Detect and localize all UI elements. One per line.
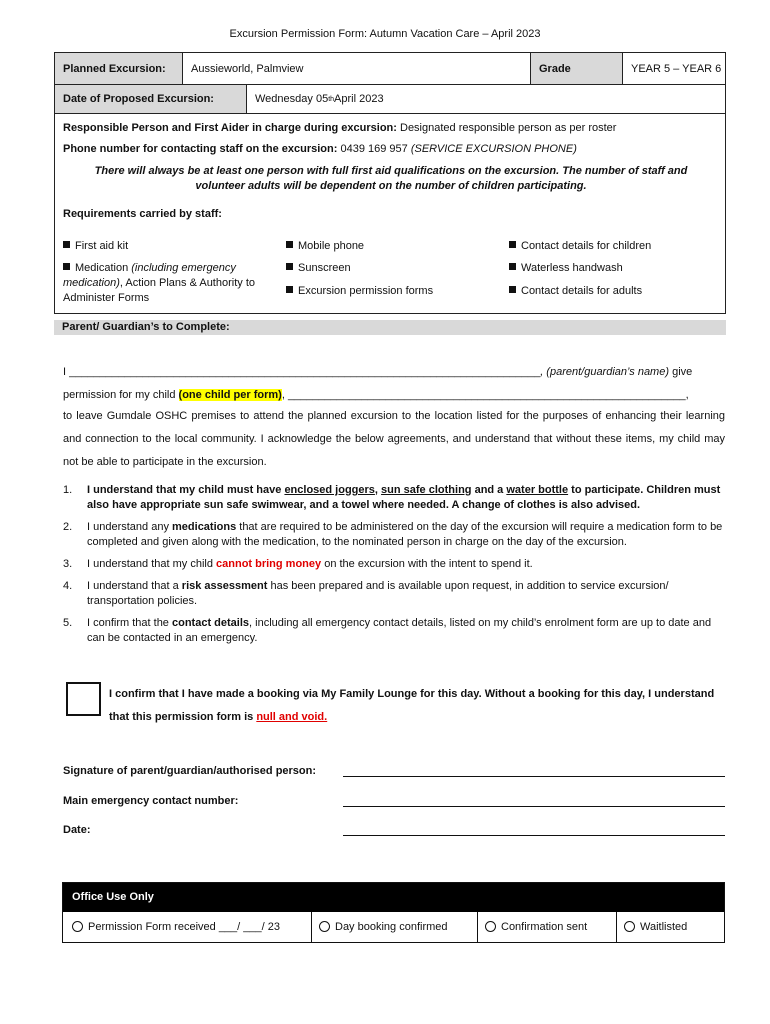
term-1-b: enclosed joggers [284, 484, 375, 496]
parent-line-1-post: give [669, 366, 693, 378]
responsible-label: Responsible Person and First Aider in charge during excursion: [63, 122, 397, 134]
term-number: 1. [63, 484, 73, 496]
req-item-first-aid [63, 239, 278, 254]
date-row [63, 824, 725, 836]
req-col-2 [286, 239, 501, 299]
term-4-a: I understand that a [87, 580, 182, 592]
emergency-contact-field[interactable] [343, 795, 725, 807]
terms-list [63, 483, 725, 653]
term-4-c: has been prepared and is available upon request, in addition to service excursion/ transportation policies. [87, 580, 669, 607]
parent-line-1 [63, 361, 725, 384]
parent-line-3: to leave Gumdale OSHC premises to attend the planned excursion to the location listed for the purposes of enhancing their learning and connection to the local community. I acknowledge the below agreements, and understand that without these items, my child may not be able to participate in the excursion. [63, 410, 725, 468]
office-option-confirmation[interactable] [478, 912, 617, 942]
term-3-b: cannot bring money [216, 558, 322, 570]
square-bullet-icon [509, 286, 516, 293]
grade-value[interactable]: YEAR 5 – YEAR 6 [623, 53, 725, 85]
square-bullet-icon [63, 241, 70, 248]
info-block [63, 121, 719, 222]
office-use-heading: Office Use Only [63, 883, 724, 912]
term-2-c: that are required to be administered on the day of the excursion will require a medication form to be completed and given along with the medication, to the nominated person in charge on the day of the excursion. [87, 521, 723, 548]
req-item-label: Contact details for children [521, 240, 652, 252]
term-1-e: and a [471, 484, 507, 496]
term-text [87, 579, 725, 609]
phone-row [63, 142, 719, 157]
radio-icon [624, 921, 635, 932]
req-item-label: Mobile phone [298, 240, 365, 252]
phone-note: (SERVICE EXCURSION PHONE) [410, 143, 577, 155]
child-name-field[interactable]: , _________________________________________________________________, [281, 389, 689, 401]
parent-name-hint: , (parent/guardian’s name) [540, 366, 670, 378]
req-item-label: Waterless handwash [521, 262, 623, 274]
term-text [87, 520, 725, 550]
office-use-table [62, 882, 725, 943]
date-value[interactable] [247, 85, 725, 114]
req-item-label: Contact details for adults [521, 285, 643, 297]
term-item [63, 616, 725, 646]
term-text [87, 616, 725, 646]
term-1-a: I understand that my child must have [87, 484, 285, 496]
office-option-booking[interactable] [312, 912, 478, 942]
form-title: Excursion Permission Form: Autumn Vacation Care – April 2023 [229, 28, 541, 40]
null-and-void: null and void. [256, 711, 328, 723]
radio-icon [319, 921, 330, 932]
req-item-label-post: , Action Plans & Authority to Administer Forms [63, 277, 255, 304]
term-5-b: contact details [171, 617, 250, 629]
req-item-label: First aid kit [75, 240, 129, 252]
req-item [286, 239, 501, 254]
term-number: 3. [63, 558, 73, 570]
term-1-d: sun safe clothing [381, 484, 472, 496]
booking-confirm-line-1: I confirm that I have made a booking via My Family Lounge for this day. Without a booking for this day, I understand [109, 688, 715, 700]
term-number: 4. [63, 580, 73, 592]
date-value-sup: th [328, 95, 335, 103]
signature-label: Signature of parent/guardian/authorised person: [63, 765, 317, 777]
req-item [509, 261, 724, 276]
req-item [286, 284, 501, 299]
req-item [509, 284, 724, 299]
square-bullet-icon [286, 286, 293, 293]
office-option-label: Permission Form received ___/ ___/ 23 [88, 921, 280, 933]
grade-label: Grade [531, 53, 623, 85]
phone-label: Phone number for contacting staff on the excursion: [63, 143, 338, 155]
parent-line-1-pre: I [63, 366, 70, 378]
radio-icon [485, 921, 496, 932]
term-2-a: I understand any [87, 521, 173, 533]
responsible-person-row [63, 121, 719, 136]
square-bullet-icon [509, 263, 516, 270]
booking-confirm-line-2 [109, 706, 729, 729]
office-option-waitlisted[interactable] [617, 912, 724, 942]
term-number: 2. [63, 521, 73, 533]
square-bullet-icon [63, 263, 70, 270]
req-item-label: Sunscreen [298, 262, 351, 274]
radio-icon [72, 921, 83, 932]
term-2-b: medications [172, 521, 237, 533]
booking-confirm-text [109, 683, 729, 729]
square-bullet-icon [286, 263, 293, 270]
planned-excursion-value[interactable]: Aussieworld, Palmview [183, 53, 531, 85]
signature-row [63, 765, 725, 777]
req-item-label: Excursion permission forms [298, 285, 434, 297]
req-item-italic: (including emergency medication) [63, 262, 236, 289]
date-label: Date of Proposed Excursion: [55, 85, 247, 114]
planned-excursion-label: Planned Excursion: [55, 53, 183, 85]
term-4-b: risk assessment [181, 580, 268, 592]
term-3-a: I understand that my child [87, 558, 217, 570]
term-1-g: to participate. Children must also have appropriate sun safe swimwear, and a towel where needed. A change of clothes is also advised. [87, 484, 721, 511]
requirements-label: Requirements carried by staff: [63, 208, 222, 220]
parent-line-2-pre: permission for my child [63, 389, 179, 401]
term-text [87, 557, 533, 572]
booking-confirm-checkbox[interactable] [66, 682, 101, 716]
signature-field[interactable] [343, 765, 725, 777]
term-5-a: I confirm that the [87, 617, 172, 629]
term-number: 5. [63, 617, 73, 629]
req-item-medication [63, 261, 278, 306]
responsible-value: Designated responsible person as per roster [396, 122, 617, 134]
req-item [286, 261, 501, 276]
term-item [63, 483, 725, 513]
square-bullet-icon [286, 241, 293, 248]
date-value-text: Wednesday 05 [255, 93, 329, 105]
signature-date-label: Date: [63, 824, 91, 836]
term-item [63, 557, 725, 572]
signature-date-field[interactable] [343, 824, 725, 836]
office-option-label: Waitlisted [640, 921, 688, 933]
req-col-1 [63, 239, 278, 306]
parent-name-field[interactable]: _____________________________________________________________________________ [69, 366, 541, 378]
term-text [87, 483, 725, 513]
term-item [63, 520, 725, 550]
term-1-c: , [374, 484, 382, 496]
req-item-label: Medication [75, 262, 132, 274]
term-5-c: , including all emergency contact details, listed on my child’s enrolment form are up to date and can be contacted in an emergency. [87, 617, 712, 644]
date-value-month: April 2023 [334, 93, 384, 105]
req-col-3 [509, 239, 724, 299]
req-item [509, 239, 724, 254]
emergency-contact-row [63, 795, 725, 807]
term-1-f: water bottle [506, 484, 569, 496]
booking-confirm-line-2-pre: that this permission form is [109, 711, 257, 723]
parent-line-2 [63, 384, 725, 407]
phone-value: 0439 169 957 [337, 143, 411, 155]
parent-section-heading: Parent/ Guardian’s to Complete: [54, 320, 726, 335]
header-table [54, 52, 726, 314]
office-option-permission[interactable] [63, 912, 312, 942]
staff-notice: There will always be at least one person with full first aid qualifications on the excursion. The number of staff and volunteer adults will be dependent on the number of children participating. [94, 165, 688, 192]
square-bullet-icon [509, 241, 516, 248]
term-item [63, 579, 725, 609]
one-child-highlight: (one child per form) [178, 389, 282, 401]
term-3-c: on the excursion with the intent to spend it. [321, 558, 533, 570]
office-option-label: Confirmation sent [501, 921, 588, 933]
emergency-contact-label: Main emergency contact number: [63, 795, 239, 807]
office-option-label: Day booking confirmed [335, 921, 448, 933]
